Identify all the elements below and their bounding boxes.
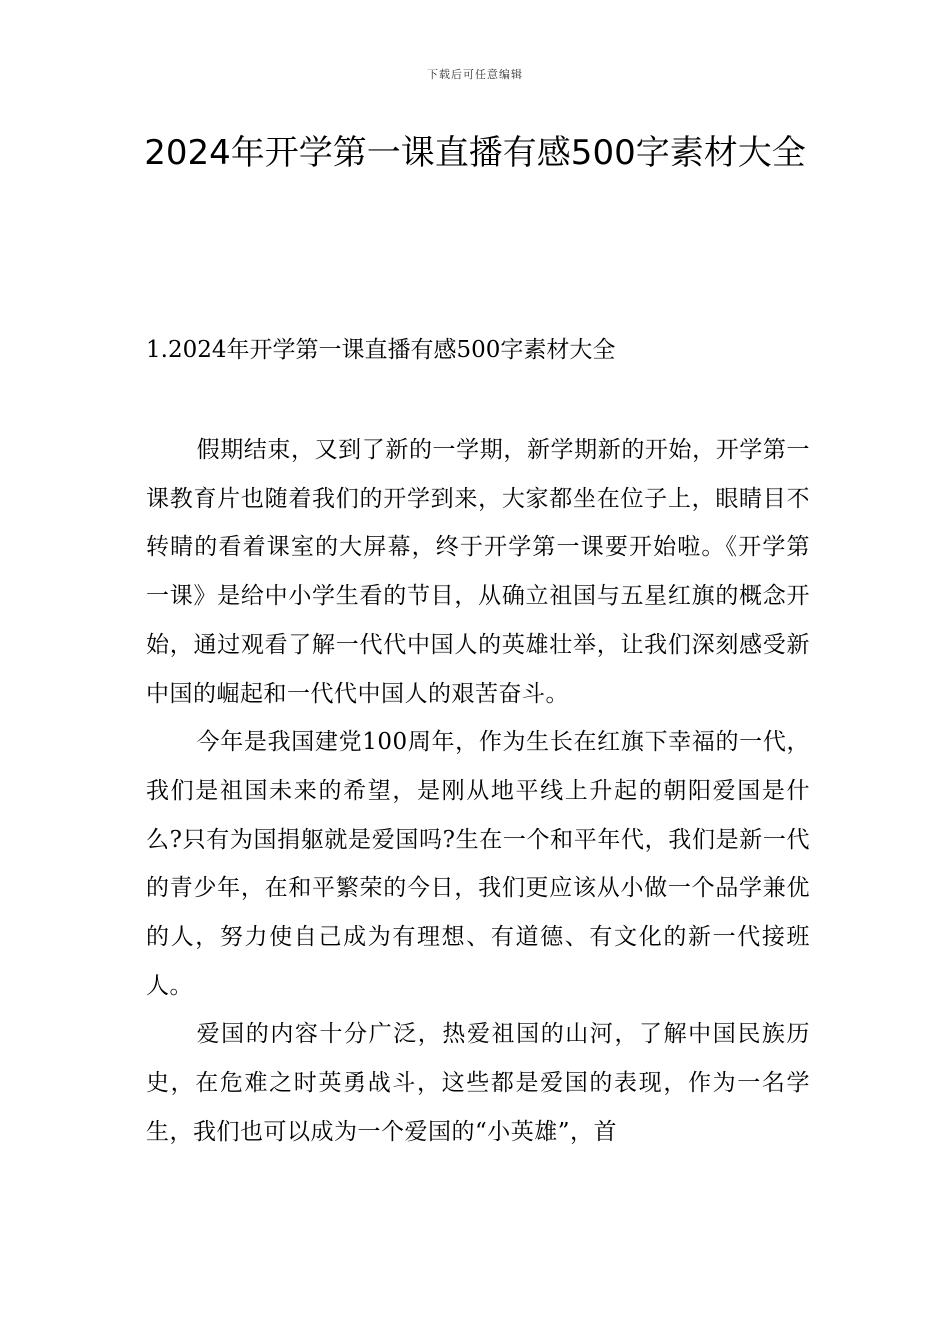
paragraph: 假期结束，又到了新的一学期，新学期新的开始，开学第一课教育片也随着我们的开学到来，大家都坐在位子上，眼睛目不转睛的看着课室的大屏幕，终于开学第一课要开始啦。《开学第一课》是给中小学生看的节目，从确立祖国与五星红旗的概念开始，通过观看了解一代代中国人的英雄壮举，让我们深刻感受新中国的崛起和一代代中国人的艰苦奋斗。 xyxy=(146,437,810,707)
section-heading: 1.2024年开学第一课直播有感500字素材大全 xyxy=(146,337,616,363)
document-body xyxy=(146,426,810,1157)
paragraph: 爱国的内容十分广泛，热爱祖国的山河，了解中国民族历史，在危难之时英勇战斗，这些都是爱国的表现，作为一名学生，我们也可以成为一个爱国的“小英雄”，首 xyxy=(146,1021,810,1145)
paragraph: 今年是我国建党100周年，作为生长在红旗下幸福的一代，我们是祖国未来的希望，是刚从地平线上升起的朝阳爱国是什么?只有为国捐躯就是爱国吗?生在一个和平年代，我们是新一代的青少年，在和平繁荣的今日，我们更应该从小做一个品学兼优的人，努力使自己成为有理想、有道德、有文化的新一代接班人。 xyxy=(146,729,810,999)
header-note: 下载后可任意编辑 xyxy=(427,68,523,81)
document-title: 2024年开学第一课直播有感500字素材大全 xyxy=(144,133,806,173)
